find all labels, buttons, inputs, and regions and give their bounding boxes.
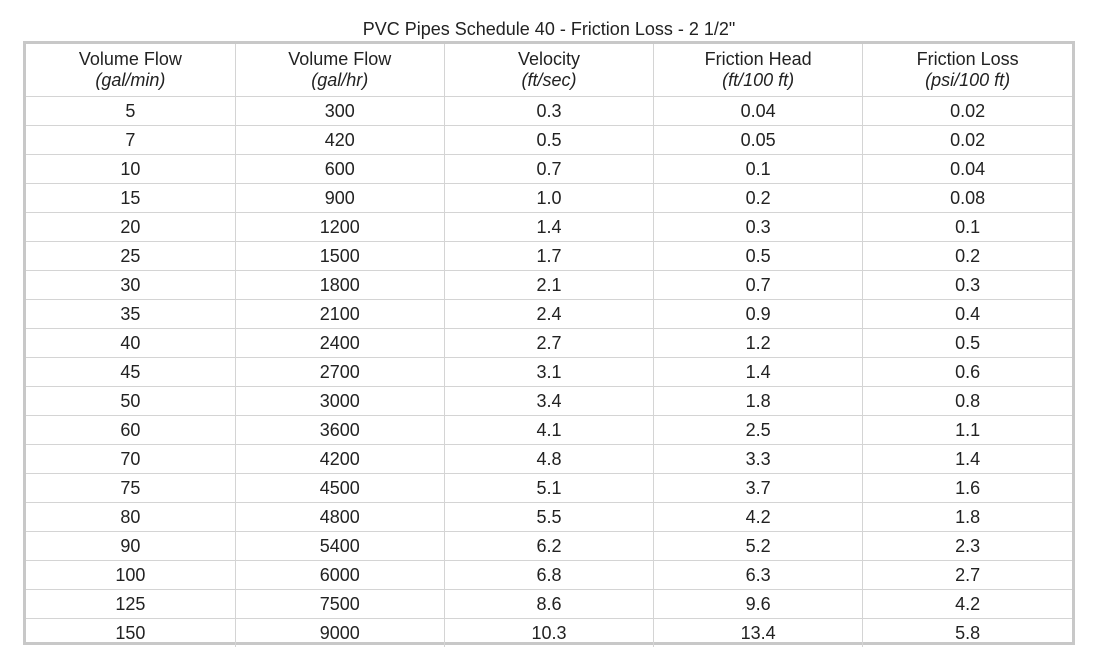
table-cell: 2.1 bbox=[444, 271, 653, 300]
table-cell: 1.7 bbox=[444, 242, 653, 271]
table-title: PVC Pipes Schedule 40 - Friction Loss - 2 1/2" bbox=[362, 19, 736, 39]
table-cell: 100 bbox=[26, 561, 235, 590]
table-cell: 30 bbox=[26, 271, 235, 300]
table-cell: 1.4 bbox=[654, 358, 863, 387]
table-cell: 0.2 bbox=[654, 184, 863, 213]
column-header-unit: (gal/hr) bbox=[311, 70, 369, 90]
table-cell: 20 bbox=[26, 213, 235, 242]
table-cell: 2.3 bbox=[863, 532, 1072, 561]
table-cell: 300 bbox=[235, 97, 444, 126]
table-cell: 0.5 bbox=[863, 329, 1072, 358]
header-row bbox=[26, 44, 1072, 97]
column-header-unit: (ft/100 ft) bbox=[722, 70, 795, 90]
table-row bbox=[26, 97, 1072, 126]
table-cell: 5400 bbox=[235, 532, 444, 561]
table-row bbox=[26, 300, 1072, 329]
table-row bbox=[26, 503, 1072, 532]
table-cell: 420 bbox=[235, 126, 444, 155]
table-cell: 0.9 bbox=[654, 300, 863, 329]
column-header bbox=[235, 44, 444, 97]
column-header-name: Friction Loss bbox=[916, 49, 1019, 69]
table-cell: 2.4 bbox=[444, 300, 653, 329]
table-cell: 0.3 bbox=[863, 271, 1072, 300]
column-header bbox=[26, 44, 235, 97]
table-cell: 0.1 bbox=[654, 155, 863, 184]
table-row bbox=[26, 474, 1072, 503]
table-cell: 3000 bbox=[235, 387, 444, 416]
table-cell: 0.04 bbox=[863, 155, 1072, 184]
table-cell: 0.04 bbox=[654, 97, 863, 126]
table-row bbox=[26, 561, 1072, 590]
table-cell: 10 bbox=[26, 155, 235, 184]
column-header-name: Volume Flow bbox=[78, 49, 182, 69]
table-cell: 1.8 bbox=[654, 387, 863, 416]
table-cell: 1500 bbox=[235, 242, 444, 271]
table-cell: 0.3 bbox=[444, 97, 653, 126]
table-cell: 1200 bbox=[235, 213, 444, 242]
column-header-name: Velocity bbox=[517, 49, 580, 69]
table-cell: 5.5 bbox=[444, 503, 653, 532]
table-cell: 0.2 bbox=[863, 242, 1072, 271]
table-row bbox=[26, 590, 1072, 619]
table-cell: 3.7 bbox=[654, 474, 863, 503]
table-row bbox=[26, 271, 1072, 300]
table-cell: 7 bbox=[26, 126, 235, 155]
table-cell: 125 bbox=[26, 590, 235, 619]
table-cell: 900 bbox=[235, 184, 444, 213]
table-cell: 10.3 bbox=[444, 619, 653, 648]
column-header bbox=[654, 44, 863, 97]
table-cell: 5.2 bbox=[654, 532, 863, 561]
table-cell: 0.7 bbox=[654, 271, 863, 300]
table-row bbox=[26, 184, 1072, 213]
table-row bbox=[26, 619, 1072, 648]
table-row bbox=[26, 445, 1072, 474]
table-cell: 0.02 bbox=[863, 126, 1072, 155]
table-cell: 35 bbox=[26, 300, 235, 329]
table-cell: 5.8 bbox=[863, 619, 1072, 648]
table-cell: 0.6 bbox=[863, 358, 1072, 387]
table-cell: 80 bbox=[26, 503, 235, 532]
table-cell: 0.3 bbox=[654, 213, 863, 242]
table-cell: 0.05 bbox=[654, 126, 863, 155]
table-cell: 1.0 bbox=[444, 184, 653, 213]
table-cell: 0.4 bbox=[863, 300, 1072, 329]
friction-loss-table bbox=[23, 41, 1075, 645]
table-cell: 600 bbox=[235, 155, 444, 184]
table-cell: 4.2 bbox=[654, 503, 863, 532]
table-cell: 50 bbox=[26, 387, 235, 416]
table-cell: 2700 bbox=[235, 358, 444, 387]
table-cell: 7500 bbox=[235, 590, 444, 619]
table-cell: 2.5 bbox=[654, 416, 863, 445]
table-cell: 5.1 bbox=[444, 474, 653, 503]
table-cell: 4.2 bbox=[863, 590, 1072, 619]
table-row bbox=[26, 387, 1072, 416]
table-cell: 9000 bbox=[235, 619, 444, 648]
table-row bbox=[26, 242, 1072, 271]
table-cell: 4.1 bbox=[444, 416, 653, 445]
table-cell: 6.3 bbox=[654, 561, 863, 590]
table-cell: 1800 bbox=[235, 271, 444, 300]
table-cell: 45 bbox=[26, 358, 235, 387]
table-row bbox=[26, 155, 1072, 184]
table-cell: 4200 bbox=[235, 445, 444, 474]
table-row bbox=[26, 126, 1072, 155]
table-cell: 4.8 bbox=[444, 445, 653, 474]
table-cell: 2400 bbox=[235, 329, 444, 358]
table-cell: 0.08 bbox=[863, 184, 1072, 213]
table-row bbox=[26, 213, 1072, 242]
table-cell: 6000 bbox=[235, 561, 444, 590]
table-cell: 0.5 bbox=[444, 126, 653, 155]
table-cell: 40 bbox=[26, 329, 235, 358]
table-cell: 3.4 bbox=[444, 387, 653, 416]
table-cell: 6.2 bbox=[444, 532, 653, 561]
table-cell: 3600 bbox=[235, 416, 444, 445]
table-cell: 1.1 bbox=[863, 416, 1072, 445]
table-cell: 1.8 bbox=[863, 503, 1072, 532]
table-cell: 75 bbox=[26, 474, 235, 503]
table-cell: 3.1 bbox=[444, 358, 653, 387]
table-cell: 1.2 bbox=[654, 329, 863, 358]
table-cell: 1.4 bbox=[863, 445, 1072, 474]
table-row bbox=[26, 416, 1072, 445]
data-table bbox=[26, 44, 1072, 647]
table-cell: 1.6 bbox=[863, 474, 1072, 503]
table-body bbox=[26, 97, 1072, 648]
table-cell: 3.3 bbox=[654, 445, 863, 474]
column-header-unit: (gal/min) bbox=[95, 70, 166, 90]
table-cell: 8.6 bbox=[444, 590, 653, 619]
column-header-name: Friction Head bbox=[704, 49, 812, 69]
table-cell: 15 bbox=[26, 184, 235, 213]
table-cell: 70 bbox=[26, 445, 235, 474]
table-cell: 90 bbox=[26, 532, 235, 561]
table-cell: 25 bbox=[26, 242, 235, 271]
table-cell: 5 bbox=[26, 97, 235, 126]
table-cell: 1.4 bbox=[444, 213, 653, 242]
table-cell: 6.8 bbox=[444, 561, 653, 590]
table-cell: 0.8 bbox=[863, 387, 1072, 416]
table-cell: 150 bbox=[26, 619, 235, 648]
table-cell: 4800 bbox=[235, 503, 444, 532]
table-cell: 4500 bbox=[235, 474, 444, 503]
column-header bbox=[863, 44, 1072, 97]
table-row bbox=[26, 532, 1072, 561]
table-row bbox=[26, 329, 1072, 358]
table-cell: 0.1 bbox=[863, 213, 1072, 242]
table-cell: 9.6 bbox=[654, 590, 863, 619]
table-row bbox=[26, 358, 1072, 387]
table-cell: 0.5 bbox=[654, 242, 863, 271]
table-cell: 60 bbox=[26, 416, 235, 445]
column-header-unit: (ft/sec) bbox=[521, 70, 577, 90]
table-cell: 0.02 bbox=[863, 97, 1072, 126]
column-header-unit: (psi/100 ft) bbox=[925, 70, 1011, 90]
column-header bbox=[444, 44, 653, 97]
table-cell: 13.4 bbox=[654, 619, 863, 648]
table-cell: 0.7 bbox=[444, 155, 653, 184]
table-cell: 2.7 bbox=[444, 329, 653, 358]
table-cell: 2.7 bbox=[863, 561, 1072, 590]
table-cell: 2100 bbox=[235, 300, 444, 329]
column-header-name: Volume Flow bbox=[288, 49, 392, 69]
